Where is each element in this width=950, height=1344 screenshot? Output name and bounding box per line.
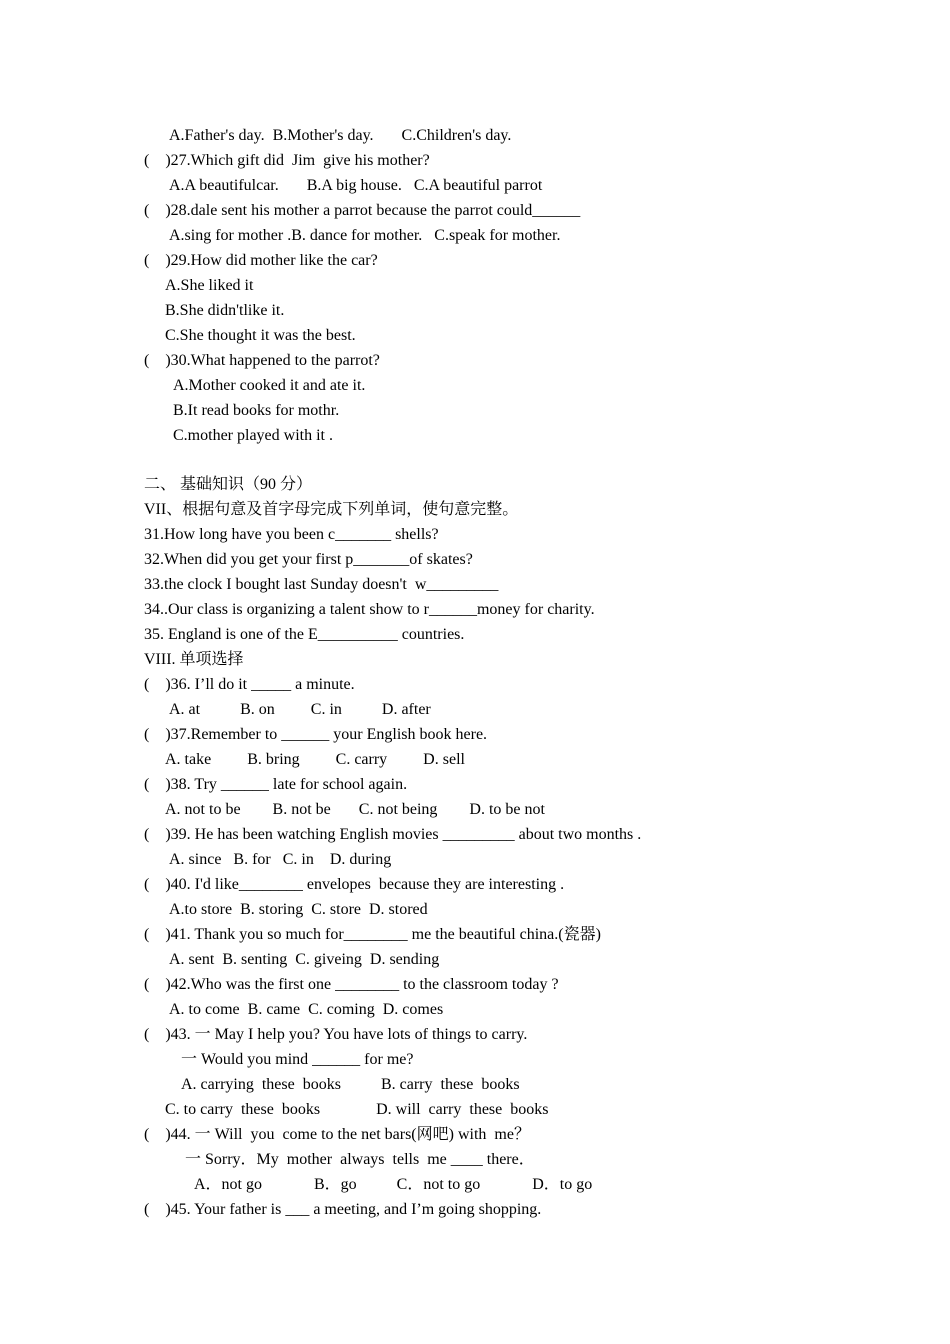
q39-options: A. since B. for C. in D. during	[169, 851, 392, 868]
q42-options: A. to come B. came C. coming D. comes	[169, 1001, 444, 1018]
part-viii-heading: VIII. 单项选择	[144, 651, 244, 668]
question-33: 33.the clock I bought last Sunday doesn't w_________	[144, 576, 499, 593]
q43-options-cd: C. to carry these books D. will carry these books	[165, 1101, 549, 1118]
question-43: ( )43. 一 May I help you? You have lots of things to carry.	[144, 1026, 528, 1043]
q37-options: A. take B. bring C. carry D. sell	[165, 751, 465, 768]
section-heading: 二、 基础知识（90 分）	[144, 476, 313, 493]
q44-options: A．not go B．go C．not to go D．to go	[194, 1176, 593, 1193]
question-41: ( )41. Thank you so much for________ me the beautiful china.(瓷器)	[144, 926, 601, 943]
question-37: ( )37.Remember to ______ your English book here.	[144, 726, 488, 743]
question-38: ( )38. Try ______ late for school again.	[144, 776, 408, 793]
q43-dialogue: 一 Would you mind ______ for me?	[181, 1051, 414, 1068]
question-39: ( )39. He has been watching English movies _________ about two months .	[144, 826, 642, 843]
question-27: ( )27.Which gift did Jim give his mother?	[144, 152, 430, 169]
question-32: 32.When did you get your first p_______of skates?	[144, 551, 473, 568]
question-36: ( )36. I’ll do it _____ a minute.	[144, 676, 355, 693]
q40-options: A.to store B. storing C. store D. stored	[169, 901, 428, 918]
q43-options-ab: A. carrying these books B. carry these books	[181, 1076, 520, 1093]
q27-options: A.A beautifulcar. B.A big house. C.A beautiful parrot	[169, 177, 543, 194]
question-40: ( )40. I'd like________ envelopes because they are interesting .	[144, 876, 565, 893]
question-30: ( )30.What happened to the parrot?	[144, 352, 380, 369]
q41-options: A. sent B. senting C. giveing D. sending	[169, 951, 440, 968]
question-44: ( )44. 一 Will you come to the net bars(网吧) with me？	[144, 1126, 530, 1143]
question-35: 35. England is one of the E__________ countries.	[144, 626, 465, 643]
q28-options: A.sing for mother .B. dance for mother. C.speak for mother.	[169, 227, 561, 244]
question-28: ( )28.dale sent his mother a parrot because the parrot could______	[144, 202, 581, 219]
q30-option-b: B.It read books for mothr.	[173, 402, 340, 419]
q44-dialogue: 一 Sorry．My mother always tells me ____ there．	[185, 1151, 535, 1168]
part-vii-heading: VII、根据句意及首字母完成下列单词，使句意完整。	[144, 501, 519, 518]
question-29: ( )29.How did mother like the car?	[144, 252, 378, 269]
q38-options: A. not to be B. not be C. not being D. to be not	[165, 801, 545, 818]
question-45: ( )45. Your father is ___ a meeting, and I’m going shopping.	[144, 1201, 542, 1218]
q29-option-b: B.She didn'tlike it.	[165, 302, 285, 319]
q30-option-c: C.mother played with it .	[173, 427, 333, 444]
q29-option-c: C.She thought it was the best.	[165, 327, 356, 344]
question-31: 31.How long have you been c_______ shells?	[144, 526, 439, 543]
q30-option-a: A.Mother cooked it and ate it.	[173, 377, 366, 394]
q36-options: A. at B. on C. in D. after	[169, 701, 431, 718]
q29-option-a: A.She liked it	[165, 277, 254, 294]
question-42: ( )42.Who was the first one ________ to the classroom today ?	[144, 976, 559, 993]
question-34: 34..Our class is organizing a talent show to r______money for charity.	[144, 601, 595, 618]
q26-options: A.Father's day. B.Mother's day. C.Children's day.	[169, 127, 512, 144]
